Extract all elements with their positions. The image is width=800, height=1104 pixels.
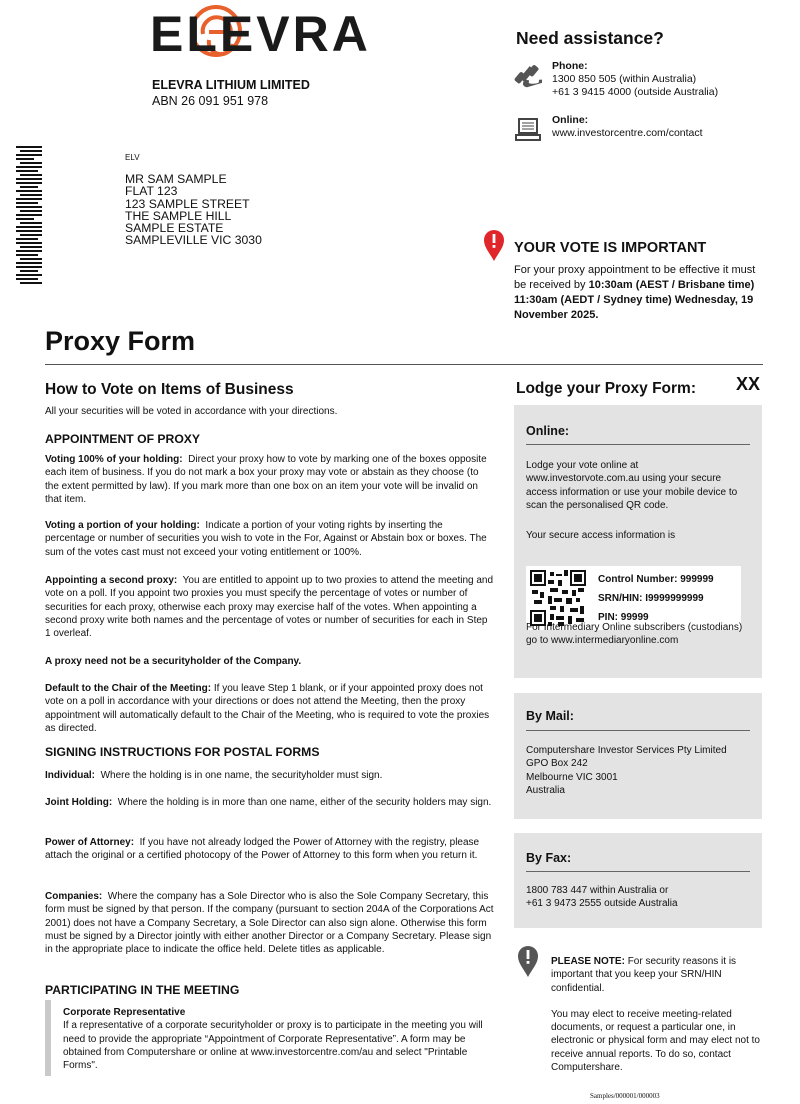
address-line: SAMPLE ESTATE bbox=[125, 221, 224, 236]
companies-label: Companies: bbox=[45, 891, 103, 902]
individual-paragraph bbox=[45, 769, 495, 782]
address-line: MR SAM SAMPLE bbox=[125, 172, 227, 186]
info-pin-icon bbox=[518, 946, 538, 978]
individual-text: Where the holding is in one name, the securityholder must sign. bbox=[100, 770, 383, 781]
laptop-icon bbox=[514, 116, 542, 144]
online-panel bbox=[514, 405, 762, 678]
mail-address-line: Melbourne VIC 3001 bbox=[526, 771, 618, 783]
signing-heading: SIGNING INSTRUCTIONS FOR POSTAL FORMS bbox=[45, 745, 320, 759]
electronic-communications-text: You may elect to receive meeting-related documents, or request a particular one, in electronic or physical form and may elect not to receive annual reports. To do so, contact Computershare. bbox=[551, 1008, 760, 1074]
please-note-text: For security reasons it is important that you keep your SRN/HIN confidential. bbox=[551, 956, 737, 994]
address-line: SAMPLEVILLE VIC 3030 bbox=[125, 233, 262, 248]
voting-portion-label: Voting a portion of your holding: bbox=[45, 520, 200, 531]
appointment-heading: APPOINTMENT OF PROXY bbox=[45, 432, 201, 446]
address-line: FLAT 123 bbox=[125, 184, 178, 199]
assistance-title: Need assistance? bbox=[516, 28, 664, 48]
companies-paragraph bbox=[45, 890, 495, 956]
corporate-representative-text: If a representative of a corporate securityholder or proxy is to participate in the meeting you will need to provide the appropriate “Appointment of Corporate Representative”. A form may be obtained from Computershare or online at www.investorcentre.com/au and select "Printable Forms". bbox=[63, 1020, 483, 1072]
mail-panel-heading: By Mail: bbox=[526, 709, 574, 723]
please-note bbox=[551, 955, 761, 1074]
voting-portion-text: Indicate a portion of your voting rights by inserting the percentage or number of securities you wish to vote in the For, Against or Abstain box or boxes. The sum of the votes cast must not exceed your voting entitlement or 100%. bbox=[45, 520, 487, 558]
joint-holding-text: Where the holding is in more than one name, either of the security holders may sign. bbox=[117, 797, 492, 808]
how-to-vote-title: How to Vote on Items of Business bbox=[45, 381, 294, 398]
phone-label: Phone: bbox=[552, 60, 588, 72]
holder-address bbox=[125, 173, 262, 247]
brand-name: ELEVRA bbox=[150, 6, 371, 62]
second-proxy-label: Appointing a second proxy: bbox=[45, 575, 178, 586]
power-of-attorney-paragraph bbox=[45, 836, 495, 863]
joint-holding-label: Joint Holding: bbox=[45, 797, 113, 808]
mail-address-line: Computershare Investor Services Pty Limited bbox=[526, 745, 727, 756]
voting-100-paragraph bbox=[45, 453, 495, 506]
default-chair-label: Default to the Chair of the Meeting: bbox=[45, 683, 212, 694]
fax-number-intl: +61 3 9473 2555 outside Australia bbox=[526, 898, 678, 910]
default-chair-paragraph bbox=[45, 682, 495, 735]
mail-panel bbox=[514, 693, 762, 819]
control-number: Control Number: 999999 bbox=[598, 574, 714, 585]
second-proxy-paragraph bbox=[45, 574, 495, 640]
fax-panel-heading: By Fax: bbox=[526, 851, 572, 865]
address-line: 123 SAMPLE STREET bbox=[125, 196, 250, 211]
company-abn: ABN 26 091 951 978 bbox=[152, 94, 269, 108]
online-contact-url[interactable]: www.investorcentre.com/contact bbox=[552, 127, 703, 139]
please-note-label: PLEASE NOTE: bbox=[551, 956, 625, 967]
companies-text: Where the company has a Sole Director who is also the Sole Company Secretary, this form must be signed by that person. If the company (pursuant to section 204A of the Corporations Act 2001) does not have a Company Secretary, a Sole Director can also sign alone. Otherwise this form must be signed by a Director jointly with either another Director or a Company Secretary. Please sign in the appropriate place to indicate the office held. Delete titles as applicable. bbox=[45, 891, 494, 956]
power-of-attorney-text: If you have not already lodged the Power of Attorney with the registry, please attach the original or a certified photocopy of the Power of Attorney to this form when you return it. bbox=[45, 837, 480, 862]
voting-portion-paragraph bbox=[45, 519, 495, 559]
online-label: Online: bbox=[552, 114, 589, 126]
fax-number-au: 1800 783 447 within Australia or bbox=[526, 885, 669, 896]
phone-icon bbox=[514, 62, 542, 90]
mail-address bbox=[526, 744, 751, 797]
srn-hin: SRN/HIN: I9999999999 bbox=[598, 593, 704, 604]
intermediary-text: For Intermediary Online subscribers (custodians) go to www.intermediaryonline.com bbox=[526, 622, 743, 647]
postal-barcode bbox=[16, 146, 42, 286]
title-divider bbox=[45, 364, 763, 365]
footer-reference: Samples/000001/000003 bbox=[590, 1092, 660, 1100]
joint-holding-paragraph bbox=[45, 796, 495, 809]
phone-number-au: 1300 850 505 (within Australia) bbox=[552, 73, 697, 85]
mail-address-line: Australia bbox=[526, 784, 565, 796]
fax-panel bbox=[514, 833, 762, 928]
alert-pin-icon bbox=[484, 230, 504, 262]
page-title: Proxy Form bbox=[45, 326, 196, 356]
address-line: THE SAMPLE HILL bbox=[125, 208, 232, 223]
online-panel-text: Lodge your vote online at www.investorvote.com.au using your secure access information or use your mobile device to scan the personalised QR code. bbox=[526, 460, 738, 511]
vote-deadline-time: 10:30am (AEST / Brisbane time) 11:30am (AEDT / Sydney time) Wednesday, 19 November 2025. bbox=[514, 279, 755, 321]
second-proxy-text: You are entitled to appoint up to two proxies to attend the meeting and vote on a poll. If you appoint two proxies you must specify the percentage of votes or number of securities for each proxy, otherwise each proxy may exercise half of the votes. When appointing a second proxy write both names and the percentage of votes or number of securities for each in Step 1 overleaf. bbox=[45, 575, 494, 640]
lodge-title: Lodge your Proxy Form: bbox=[516, 380, 696, 397]
individual-label: Individual: bbox=[45, 770, 95, 781]
online-panel-divider bbox=[526, 444, 750, 445]
fax-numbers bbox=[526, 884, 751, 911]
voting-100-label: Voting 100% of your holding: bbox=[45, 454, 183, 465]
vote-important-title: YOUR VOTE IS IMPORTANT bbox=[514, 240, 707, 256]
phone-contact bbox=[514, 60, 754, 100]
voting-100-text: Direct your proxy how to vote by marking one of the boxes opposite each item of business. If you do not mark a box your proxy may vote or abstain as they choose (to the extent permitted by law). If you mark more than one box on an item your vote will be invalid on that item. bbox=[45, 454, 487, 505]
proxy-need-not-text: A proxy need not be a securityholder of the Company. bbox=[45, 656, 302, 667]
pin: PIN: 99999 bbox=[598, 612, 649, 623]
lodge-marker: XX bbox=[736, 374, 761, 394]
mail-panel-divider bbox=[526, 730, 750, 731]
online-panel-heading: Online: bbox=[526, 424, 570, 438]
mail-address-line: GPO Box 242 bbox=[526, 758, 588, 770]
corporate-representative-box bbox=[45, 1000, 491, 1076]
qr-code-icon[interactable] bbox=[530, 570, 586, 626]
secure-access-text: Your secure access information is bbox=[526, 530, 676, 541]
online-contact bbox=[514, 114, 754, 144]
fax-panel-divider bbox=[526, 871, 750, 872]
phone-number-intl: +61 3 9415 4000 (outside Australia) bbox=[552, 86, 719, 98]
holder-code: ELV bbox=[125, 153, 140, 162]
participating-heading: PARTICIPATING IN THE MEETING bbox=[45, 983, 240, 997]
company-name: ELEVRA LITHIUM LIMITED bbox=[152, 78, 310, 92]
how-to-vote-subtitle: All your securities will be voted in accordance with your directions. bbox=[45, 406, 338, 417]
vote-deadline-intro: For your proxy appointment to be effective it must be received by bbox=[514, 264, 756, 291]
vote-deadline-text bbox=[514, 263, 764, 323]
corporate-representative-title: Corporate Representative bbox=[63, 1007, 186, 1018]
default-chair-text: If you leave Step 1 blank, or if your appointed proxy does not vote on a poll in accordance with your directions or does not attend the Meeting, then the proxy appointment will automatically default to the Chair of the Meeting, who is required to vote the proxies as directed. bbox=[45, 683, 490, 734]
power-of-attorney-label: Power of Attorney: bbox=[45, 837, 135, 848]
